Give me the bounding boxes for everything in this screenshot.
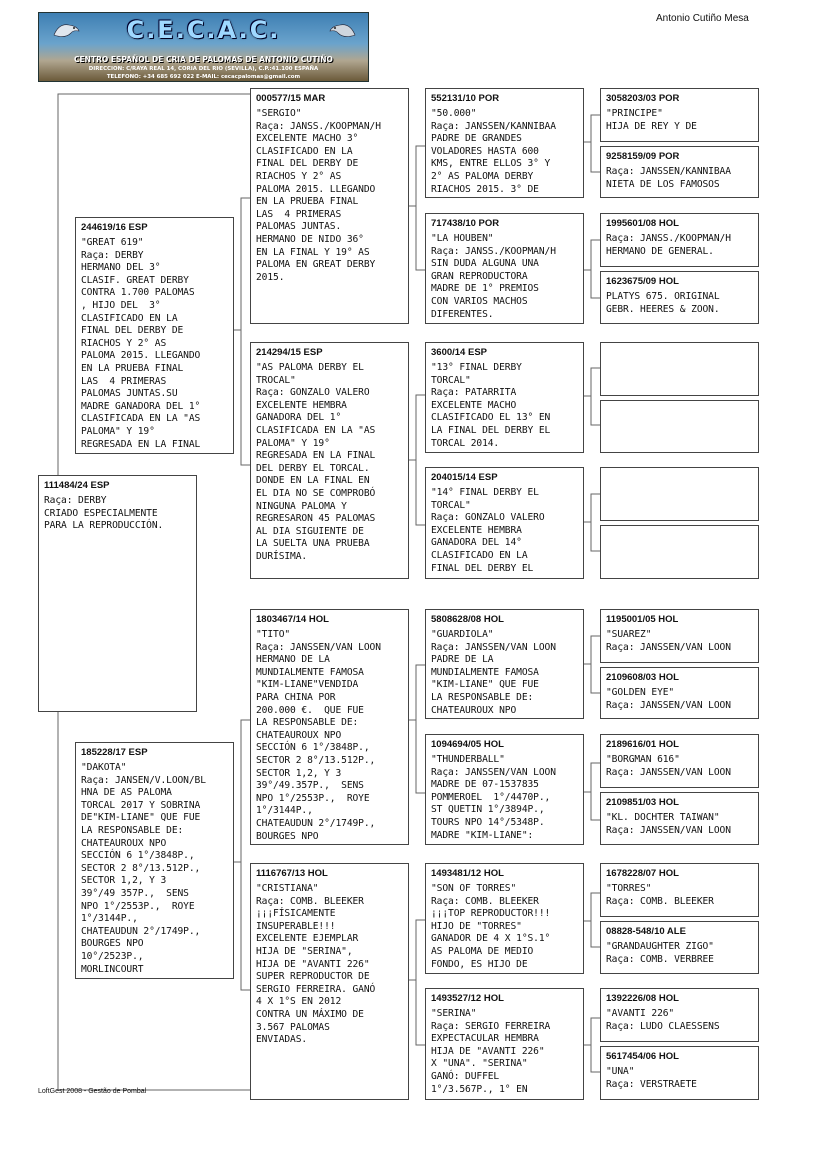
pigeon-details: "13° FINAL DERBY TORCAL" Raça: PATARRITA EXCELENTE MACHO CLASIFICADO EL 13° EN LA FINAL DEL DERBY EL TORCAL 2014. bbox=[431, 362, 551, 449]
pigeon-gen4-4 bbox=[600, 271, 759, 324]
pigeon-dam-sire bbox=[250, 609, 409, 845]
footer-credit: LoftGest 2008 - Gestão de Pombal bbox=[38, 1088, 147, 1095]
ring-number: 5808628/08 HOL bbox=[431, 614, 504, 625]
pigeon-ddd bbox=[425, 988, 584, 1100]
pigeon-gen4-5 bbox=[600, 342, 759, 396]
pigeon-sire-sire bbox=[250, 88, 409, 324]
ring-number: 1803467/14 HOL bbox=[256, 614, 329, 625]
ring-number: 244619/16 ESP bbox=[81, 222, 148, 233]
ring-number: 185228/17 ESP bbox=[81, 747, 148, 758]
pigeon-details: "SUAREZ" Raça: JANSSEN/VAN LOON bbox=[606, 629, 731, 653]
ring-number: 08828-548/10 ALE bbox=[606, 926, 686, 937]
pigeon-gen4-1 bbox=[600, 88, 759, 142]
pigeon-sss bbox=[425, 88, 584, 198]
logo-contact: TELEFONO: +34 685 692 022 E-MAIL: cecacpalomas@gmail.com bbox=[106, 74, 301, 80]
pigeon-ssd bbox=[425, 213, 584, 324]
ring-number: 1195001/05 HOL bbox=[606, 614, 679, 625]
ring-number: 717438/10 POR bbox=[431, 218, 500, 229]
pigeon-gen4-12 bbox=[600, 792, 759, 845]
ring-number: 204015/14 ESP bbox=[431, 472, 498, 483]
pigeon-gen4-7 bbox=[600, 467, 759, 521]
pigeon-sire-dam bbox=[250, 342, 409, 579]
pigeon-details: "DAKOTA" Raça: JANSEN/V.LOON/BL HNA DE AS PALOMA TORCAL 2017 Y SOBRINA DE"KIM-LIANE" QUE FUE LA RESPONSABLE DE: CHATEAUROUX NPO SECCIÓN 6 1°/3848P., SECTOR 2 8°/13.512P., SECTOR 1,2, Y 3 39°/49 357P., SENS NPO 1°/2553P., ROYE 1°/3144P., CHATEAUDUN 2°/1749P., BOURGES NPO 10°/2523P., MORLINCOURT bbox=[81, 762, 206, 975]
pigeon-details: "14° FINAL DERBY EL TORCAL" Raça: GONZALO VALERO EXCELENTE HEMBRA GANADORA DEL 14° CLASIFICADO EN LA FINAL DEL DERBY EL bbox=[431, 487, 545, 574]
pigeon-details: "GRANDAUGHTER ZIGO" Raça: COMB. VERBREE bbox=[606, 941, 714, 965]
pigeon-gen4-13 bbox=[600, 863, 759, 917]
pigeon-gen4-16 bbox=[600, 1046, 759, 1100]
ring-number: 5617454/06 HOL bbox=[606, 1051, 679, 1062]
pigeon-details: "THUNDERBALL" Raça: JANSSEN/VAN LOON MADRE DE 07-1537835 POMMEROEL 1°/4470P., ST QUETIN 1°/3894P., TOURS NPO 14°/5348P. MADRE "KIM-LIANE": bbox=[431, 754, 556, 841]
ring-number: 1392226/08 HOL bbox=[606, 993, 679, 1004]
ring-number: 1623675/09 HOL bbox=[606, 276, 679, 287]
ring-number: 1116767/13 HOL bbox=[256, 868, 328, 879]
pigeon-details: "AVANTI 226" Raça: LUDO CLAESSENS bbox=[606, 1008, 720, 1032]
logo-address: DIRECCION: C/RAYA REAL 14, CORIA DEL RIO (SEVILLA), C.P.:41.100 ESPAÑA bbox=[88, 66, 319, 72]
logo-title: C.E.C.A.C. bbox=[126, 16, 281, 44]
pigeon-details: "SERGIO" Raça: JANSS./KOOPMAN/H EXCELENTE MACHO 3° CLASIFICADO EN LA FINAL DEL DERBY DE RIACHOS Y 2° AS PALOMA 2015. LLEGANDO EN LA PRUEBA FINAL LAS 4 PRIMERAS PALOMAS JUNTAS. HERMANO DE NIDO 36° EN LA FINAL Y 19° AS PALOMA EN GREAT DERBY 2015. bbox=[256, 108, 381, 283]
ring-number: 214294/15 ESP bbox=[256, 347, 323, 358]
ring-number: 1094694/05 HOL bbox=[431, 739, 504, 750]
pigeon-details: "KL. DOCHTER TAIWAN" Raça: JANSSEN/VAN LOON bbox=[606, 812, 731, 836]
ring-number: 1493481/12 HOL bbox=[431, 868, 504, 879]
owner-name: Antonio Cutiño Mesa bbox=[656, 13, 749, 24]
pigeon-sire bbox=[75, 217, 234, 454]
ring-number: 3600/14 ESP bbox=[431, 347, 487, 358]
pigeon-dsd bbox=[425, 734, 584, 845]
ring-number: 9258159/09 POR bbox=[606, 151, 680, 162]
pigeon-gen4-8 bbox=[600, 525, 759, 579]
pigeon-gen4-14 bbox=[600, 921, 759, 974]
pigeon-dss bbox=[425, 609, 584, 719]
pigeon-details: "AS PALOMA DERBY EL TROCAL" Raça: GONZALO VALERO EXCELENTE HEMBRA GANADORA DEL 1° CLASIFICADA EN LA "AS PALOMA" Y 19° REGRESADA EN LA FINAL DEL DERBY EL TORCAL. DONDE EN LA FINAL EN EL DIA NO SE COMPROBÓ NINGUNA PALOMA Y REGRESARON 45 PALOMAS AL DIA SIGUIENTE DE LA SUELTA UNA PRUEBA DURÍSIMA. bbox=[256, 362, 376, 562]
pigeon-details: Raça: DERBY CRIADO ESPECIALMENTE PARA LA REPRODUCCIÓN. bbox=[44, 495, 164, 532]
pigeon-subject bbox=[38, 475, 197, 712]
pigeon-dds bbox=[425, 863, 584, 974]
ring-number: 1678228/07 HOL bbox=[606, 868, 679, 879]
pigeon-details: "TITO" Raça: JANSSEN/VAN LOON HERMANO DE LA MUNDIALMENTE FAMOSA "KIM-LIANE"VENDIDA PARA CHINA POR 200.000 €. QUE FUE LA RESPONSABLE DE: CHATEAUROUX NPO SECCIÓN 6 1°/3848P., SECTOR 2 8°/13.512P., SECTOR 1,2, Y 3 39°/49.357P., SENS NPO 1°/2553P., ROYE 1°/3144P., CHATEAUDUN 2°/1749P., BOURGES NPO bbox=[256, 629, 381, 842]
pigeon-details: "GUARDIOLA" Raça: JANSSEN/VAN LOON PADRE DE LA MUNDIALMENTE FAMOSA "KIM-LIANE" QUE FUE LA RESPONSABLE DE: CHATEAUROUX NPO bbox=[431, 629, 556, 716]
pigeon-details: "CRISTIANA" Raça: COMB. BLEEKER ¡¡¡FÍSICAMENTE INSUPERABLE!!! EXCELENTE EJEMPLAR HIJA DE "SERINA", HIJA DE "AVANTI 226" SUPER REPRODUCTOR DE SERGIO FERREIRA. GANÓ 4 X 1°S EN 2012 CONTRA UN MÁXIMO DE 3.567 PALOMAS ENVIADAS. bbox=[256, 883, 376, 1046]
ring-number: 000577/15 MAR bbox=[256, 93, 326, 104]
pigeon-details: Raça: JANSSEN/KANNIBAA NIETA DE LOS FAMOSOS bbox=[606, 166, 731, 190]
pigeon-gen4-9 bbox=[600, 609, 759, 663]
pigeon-gen4-15 bbox=[600, 988, 759, 1042]
pigeon-details: "LA HOUBEN" Raça: JANSS./KOOPMAN/H SIN DUDA ALGUNA UNA GRAN REPRODUCTORA MADRE DE 1° PREMIOS CON VARIOS MACHOS DIFERENTES. bbox=[431, 233, 556, 320]
pigeon-gen4-6 bbox=[600, 400, 759, 453]
logo-subtitle: CENTRO ESPAÑOL DE CRIA DE PALOMAS DE ANTONIO CUTIÑO bbox=[74, 55, 333, 64]
pigeon-sdd bbox=[425, 467, 584, 579]
pigeon-dam bbox=[75, 742, 234, 979]
pigeon-dam-dam bbox=[250, 863, 409, 1100]
pigeon-details: "50.000" Raça: JANSSEN/KANNIBAA PADRE DE GRANDES VOLADORES HASTA 600 KMS, ENTRE ELLOS 3° Y 2° AS PALOMA DERBY RIACHOS 2015. 3° DE bbox=[431, 108, 556, 195]
ring-number: 1493527/12 HOL bbox=[431, 993, 504, 1004]
pigeon-gen4-3 bbox=[600, 213, 759, 267]
pigeon-details: PLATYS 675. ORIGINAL GEBR. HEERES & ZOON. bbox=[606, 291, 720, 315]
pigeon-gen4-2 bbox=[600, 146, 759, 198]
ring-number: 2189616/01 HOL bbox=[606, 739, 679, 750]
pigeon-details: "SON OF TORRES" Raça: COMB. BLEEKER ¡¡¡TOP REPRODUCTOR!!! HIJO DE "TORRES" GANADOR DE 4 X 1°S.1° AS PALOMA DE MEDIO FONDO, ES HIJO DE bbox=[431, 883, 551, 970]
ring-number: 2109608/03 HOL bbox=[606, 672, 679, 683]
ring-number: 1995601/08 HOL bbox=[606, 218, 679, 229]
ring-number: 3058203/03 POR bbox=[606, 93, 680, 104]
pigeon-gen4-10 bbox=[600, 667, 759, 719]
pigeon-details: "PRINCIPE" HIJA DE REY Y DE bbox=[606, 108, 697, 132]
pigeon-details: "GREAT 619" Raça: DERBY HERMANO DEL 3° CLASIF. GREAT DERBY CONTRA 1.700 PALOMAS , HIJO DEL 3° CLASIFICADO EN LA FINAL DEL DERBY DE RIACHOS Y 2° AS PALOMA 2015. LLEGANDO EN LA PRUEBA FINAL LAS 4 PRIMERAS PALOMAS JUNTAS.SU MADRE GANADORA DEL 1° CLASIFICADA EN LA "AS PALOMA" Y 19° REGRESADA EN LA FINAL bbox=[81, 237, 201, 450]
pigeon-details: "GOLDEN EYE" Raça: JANSSEN/VAN LOON bbox=[606, 687, 731, 711]
pigeon-sds bbox=[425, 342, 584, 453]
ring-number: 552131/10 POR bbox=[431, 93, 500, 104]
ring-number: 111484/24 ESP bbox=[44, 480, 110, 491]
pigeon-details: "UNA" Raça: VERSTRAETE bbox=[606, 1066, 697, 1090]
pigeon-gen4-11 bbox=[600, 734, 759, 788]
ring-number: 2109851/03 HOL bbox=[606, 797, 679, 808]
pigeon-details: "BORGMAN 616" Raça: JANSSEN/VAN LOON bbox=[606, 754, 731, 778]
pigeon-details: "SERINA" Raça: SERGIO FERREIRA EXPECTACULAR HEMBRA HIJA DE "AVANTI 226" X "UNA". "SERINA" GANÓ: DUFFEL 1°/3.567P., 1° EN bbox=[431, 1008, 551, 1095]
pigeon-details: Raça: JANSS./KOOPMAN/H HERMANO DE GENERAL. bbox=[606, 233, 731, 257]
pigeon-details: "TORRES" Raça: COMB. BLEEKER bbox=[606, 883, 714, 907]
